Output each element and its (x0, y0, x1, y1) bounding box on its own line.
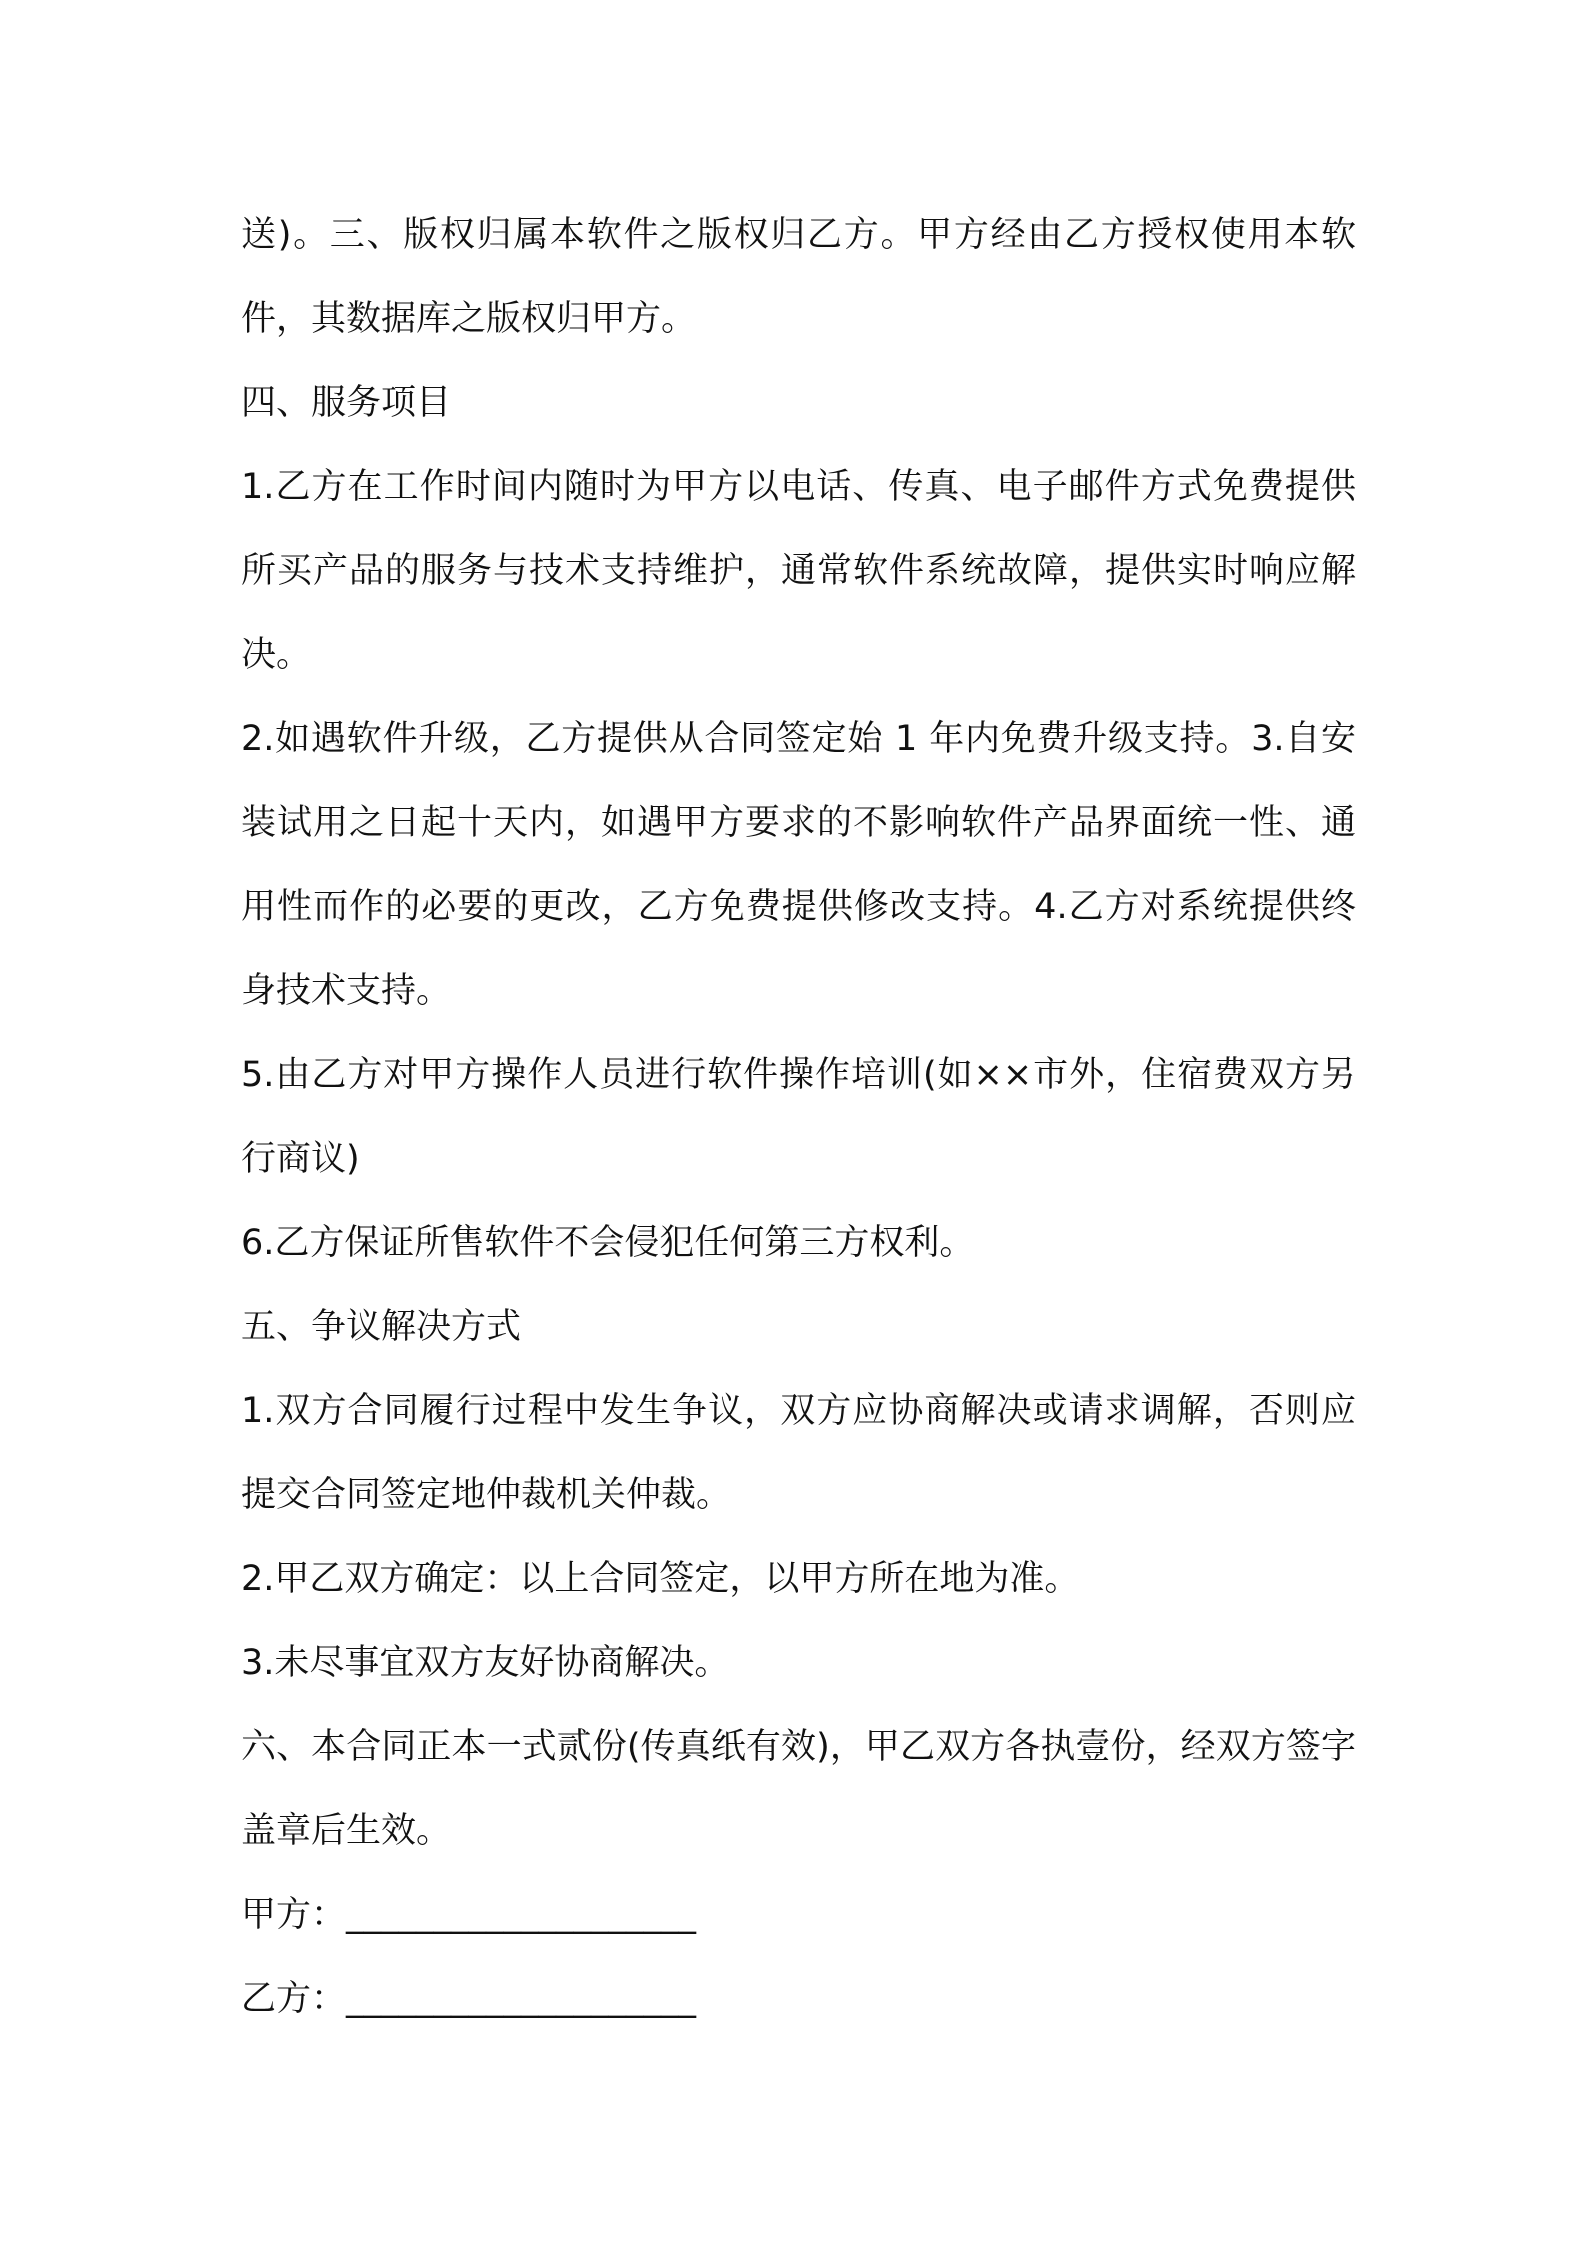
paragraph-dispute-1: 1.双方合同履行过程中发生争议，双方应协商解决或请求调解，否则应提交合同签定地仲裁机关仲裁。 (241, 1391, 1356, 1515)
paragraph-copyright: 送)。三、版权归属本软件之版权归乙方。甲方经由乙方授权使用本软件，其数据库之版权归甲方。 (241, 215, 1356, 339)
paragraph-dispute-3: 3.未尽事宜双方友好协商解决。 (241, 1643, 730, 1683)
signature-party-b: 乙方：____________________ (241, 1979, 697, 2019)
paragraph-dispute-2: 2.甲乙双方确定：以上合同签定，以甲方所在地为准。 (241, 1559, 1080, 1599)
contract-body (241, 193, 1356, 2041)
paragraph-service-6: 6.乙方保证所售软件不会侵犯任何第三方权利。 (241, 1223, 975, 1263)
paragraph-service-5: 5.由乙方对甲方操作人员进行软件操作培训(如××市外，住宿费双方另行商议) (241, 1055, 1356, 1179)
signature-party-a: 甲方：____________________ (241, 1895, 697, 1935)
heading-service-items: 四、服务项目 (241, 383, 452, 423)
paragraph-service-1: 1.乙方在工作时间内随时为甲方以电话、传真、电子邮件方式免费提供所买产品的服务与技术支持维护，通常软件系统故障，提供实时响应解决。 (241, 467, 1356, 675)
paragraph-validity: 六、本合同正本一式贰份(传真纸有效)，甲乙双方各执壹份，经双方签字盖章后生效。 (241, 1727, 1356, 1851)
paragraph-service-2-4: 2.如遇软件升级，乙方提供从合同签定始 1 年内免费升级支持。3.自安装试用之日起十天内，如遇甲方要求的不影响软件产品界面统一性、通用性而作的必要的更改，乙方免费提供修改支持。4.乙方对系统提供终身技术支持。 (241, 719, 1356, 1011)
heading-dispute-resolution: 五、争议解决方式 (241, 1307, 522, 1347)
